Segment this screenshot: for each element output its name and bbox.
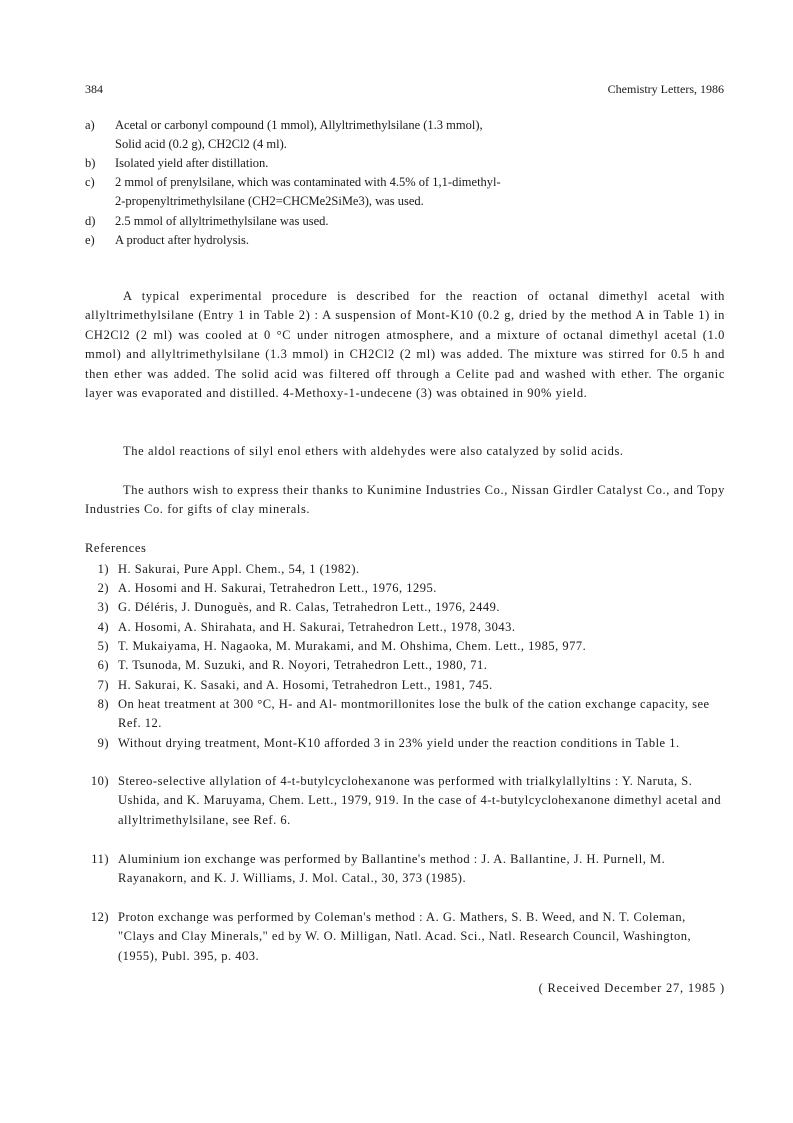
reference-text: A. Hosomi, A. Shirahata, and H. Sakurai, Tetrahedron Lett., 1978, 3043. bbox=[118, 620, 516, 634]
page-number: 384 bbox=[85, 82, 103, 96]
reference-text: T. Mukaiyama, H. Nagaoka, M. Murakami, and M. Ohshima, Chem. Lett., 1985, 977. bbox=[118, 639, 587, 653]
reference-text: Without drying treatment, Mont-K10 afforded 3 in 23% yield under the reaction conditions in Table 1. bbox=[118, 736, 680, 750]
footnote-a bbox=[85, 116, 725, 154]
footnote-line: 2 mmol of prenylsilane, which was contaminated with 4.5% of 1,1-dimethyl- bbox=[115, 175, 501, 189]
reference-text: On heat treatment at 300 °C, H- and Al- montmorillonites lose the bulk of the cation exchange capacity, see Ref. 12. bbox=[118, 697, 710, 731]
footnote-line: 2.5 mmol of allyltrimethylsilane was used. bbox=[115, 214, 329, 228]
reference-number: 1) bbox=[97, 562, 109, 576]
reference-text: T. Tsunoda, M. Suzuki, and R. Noyori, Tetrahedron Lett., 1980, 71. bbox=[118, 658, 488, 672]
footnote-line: A product after hydrolysis. bbox=[115, 233, 250, 247]
received-date: ( Received December 27, 1985 ) bbox=[538, 981, 725, 995]
experimental-paragraph: A typical experimental procedure is described for the reaction of octanal dimethyl acetal with allyltrimethylsilane (Entry 1 in Table 2) : A suspension of Mont-K10 (0.2 g, dried by the method A in Table 1) in CH2Cl2 (2 ml) was cooled at 0 °C under nitrogen atmosphere, and a mixture of octanal dimethyl acetal (1.0 mmol) and allyltrimethylsilane (1.3 mmol) in CH2Cl2 (2 ml) was added. The mixture was stirred for 0.5 h and then ether was added. The solid acid was filtered off through a Celite pad and washed with ether. The organic layer was evaporated and distilled. 4-Methoxy-1-undecene (3) was obtained in 90% yield. bbox=[85, 289, 725, 401]
reference-text: G. Déléris, J. Dunoguès, and R. Calas, Tetrahedron Lett., 1976, 2449. bbox=[118, 600, 500, 614]
reference-number: 4) bbox=[97, 620, 109, 634]
acknowledgement-paragraph: The authors wish to express their thanks to Kunimine Industries Co., Nissan Girdler Catalyst Co., and Topy Industries Co. for gifts of clay minerals. bbox=[85, 483, 725, 517]
reference-text: A. Hosomi and H. Sakurai, Tetrahedron Lett., 1976, 1295. bbox=[118, 581, 437, 595]
footnote-line: Solid acid (0.2 g), CH2Cl2 (4 ml). bbox=[115, 137, 287, 151]
footnote-line: 2-propenyltrimethylsilane (CH2=CHCMe2SiMe3), was used. bbox=[115, 194, 424, 208]
reference-number: 12) bbox=[90, 910, 109, 924]
reference-number: 10) bbox=[90, 774, 109, 788]
reference-text: Proton exchange was performed by Coleman's method : A. G. Mathers, S. B. Weed, and N. T. Coleman, "Clays and Clay Minerals," ed by W. O. Milligan, Natl. Acad. Sci., Natl. Research Council, Washington, (1955), Publ. 395, p. 403. bbox=[118, 910, 692, 963]
reference-number: 2) bbox=[97, 581, 109, 595]
footnote-key: a) bbox=[85, 118, 95, 132]
reference-number: 6) bbox=[97, 658, 109, 672]
footnote-key: e) bbox=[85, 233, 95, 247]
reference-number: 9) bbox=[97, 736, 109, 750]
footnote-c bbox=[85, 173, 725, 211]
footnote-line: Isolated yield after distillation. bbox=[115, 156, 269, 170]
journal-header: Chemistry Letters, 1986 bbox=[607, 82, 724, 96]
reference-text: Stereo-selective allylation of 4-t-butylcyclohexanone was performed with trialkylallyltins : Y. Naruta, S. Ushida, and K. Maruyama, Chem. Lett., 1979, 919. In the case of 4-t-butylcyclohexanone dimethyl acetal and allyltrimethylsilane, see Ref. 6. bbox=[118, 774, 722, 827]
reference-text: Aluminium ion exchange was performed by Ballantine's method : J. A. Ballantine, J. H. Purnell, M. Rayanakorn, and K. J. Williams, J. Mol. Catal., 30, 373 (1985). bbox=[118, 852, 666, 886]
footnote-key: c) bbox=[85, 175, 95, 189]
reference-number: 11) bbox=[91, 852, 109, 866]
reference-number: 5) bbox=[97, 639, 109, 653]
aldol-paragraph: The aldol reactions of silyl enol ethers with aldehydes were also catalyzed by solid acids. bbox=[123, 444, 624, 458]
footnote-b bbox=[85, 154, 725, 173]
footnote-key: b) bbox=[85, 156, 96, 170]
footnote-key: d) bbox=[85, 214, 96, 228]
reference-number: 7) bbox=[97, 678, 109, 692]
reference-text: H. Sakurai, Pure Appl. Chem., 54, 1 (1982). bbox=[118, 562, 360, 576]
reference-number: 8) bbox=[97, 697, 109, 711]
footnote-d bbox=[85, 212, 725, 231]
reference-number: 3) bbox=[97, 600, 109, 614]
footnote-e bbox=[85, 231, 725, 250]
footnote-line: Acetal or carbonyl compound (1 mmol), Allyltrimethylsilane (1.3 mmol), bbox=[115, 118, 483, 132]
reference-text: H. Sakurai, K. Sasaki, and A. Hosomi, Tetrahedron Lett., 1981, 745. bbox=[118, 678, 493, 692]
references-heading: References bbox=[85, 541, 147, 555]
